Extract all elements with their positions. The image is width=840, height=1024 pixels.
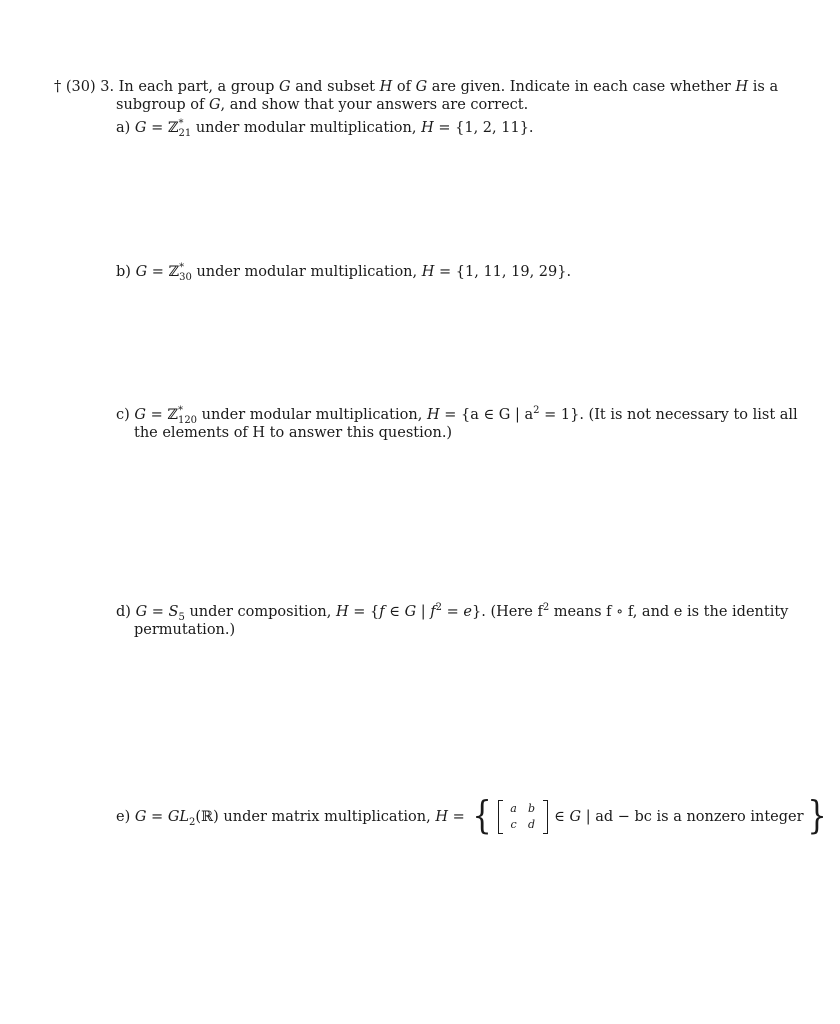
part-a-sub: 21 bbox=[178, 127, 192, 139]
part-a: a) G = ℤ*$_{21}$ under modular multiplication, H = {1, 2, 11}. bbox=[116, 118, 534, 139]
part-c-op: under modular multiplication, bbox=[201, 407, 423, 423]
part-d: d) $G = S_5$ under composition, H = {f ∈ G | $f^2 = e$}. (Here $f^2$ means f ∘ f, and e is the identity bbox=[116, 602, 789, 623]
part-a-label: a) bbox=[116, 120, 131, 136]
part-d-op: under composition, bbox=[189, 604, 332, 620]
part-d-note-pre: (Here f bbox=[490, 604, 543, 620]
part-e-label: e) bbox=[116, 809, 131, 825]
part-b-op: under modular multiplication, bbox=[196, 264, 418, 280]
part-a-op: under modular multiplication, bbox=[195, 120, 417, 136]
part-b-group: ℤ bbox=[168, 264, 180, 280]
part-b-sub: 30 bbox=[179, 271, 192, 283]
part-d-line2 bbox=[134, 621, 235, 639]
left-brace-icon: { bbox=[472, 793, 493, 837]
part-d-label: d) bbox=[116, 604, 131, 620]
matrix-2x2 bbox=[498, 800, 548, 834]
part-b-set: {1, 11, 19, 29}. bbox=[455, 264, 572, 280]
part-c-set-exp: 2 bbox=[533, 405, 540, 417]
part-c-group: ℤ bbox=[167, 407, 178, 423]
problem-intro-line2: subgroup of G, and show that your answers are correct. bbox=[116, 97, 529, 113]
part-e: e) $G = GL_2(ℝ)$ under matrix multiplication, H = { a b c d ∈ G | ad − bc is a nonzero integer } bbox=[116, 793, 827, 837]
part-c-line2 bbox=[134, 424, 452, 442]
part-a-group: ℤ bbox=[167, 120, 179, 136]
part-c-sub: 120 bbox=[177, 414, 198, 426]
matrix-entry-c: c bbox=[510, 818, 517, 831]
part-c-label: c) bbox=[116, 407, 130, 423]
part-c-line2-text: the elements of H to answer this question.) bbox=[134, 425, 453, 441]
matrix-entry-a: a bbox=[510, 802, 517, 815]
problem-marker: † (30) 3. bbox=[54, 79, 115, 95]
part-c-note: (It is not necessary to list all bbox=[588, 407, 798, 423]
problem-intro-line1: † (30) 3. In each part, a group G and subset H of G are given. Indicate in each case whether H is a bbox=[54, 79, 779, 95]
part-a-set: {1, 2, 11}. bbox=[455, 120, 534, 136]
matrix-right-bracket-icon bbox=[543, 800, 548, 834]
part-d-note-mid: means f ∘ f, and e is the identity bbox=[549, 604, 789, 620]
part-b-label: b) bbox=[116, 264, 131, 280]
part-c-set-post: = 1}. bbox=[539, 407, 584, 423]
part-d-line2-text: permutation.) bbox=[134, 622, 236, 638]
matrix-entry-b: b bbox=[528, 802, 536, 815]
right-brace-icon: } bbox=[806, 793, 827, 837]
part-b: b) G = ℤ*$_{30}$ under modular multiplication, H = {1, 11, 19, 29}. bbox=[116, 262, 572, 283]
part-e-condition: ad − bc is a nonzero integer bbox=[595, 809, 804, 825]
matrix-entry-d: d bbox=[528, 818, 536, 831]
part-c-set-pre: {a ∈ G | a bbox=[460, 407, 534, 423]
part-c: c) G = ℤ*$_{120}$ under modular multiplication, H = {a ∈ G | $a^2 = 1$}. (It is not necessary to list all bbox=[116, 405, 798, 426]
part-e-op: under matrix multiplication, bbox=[223, 809, 431, 825]
